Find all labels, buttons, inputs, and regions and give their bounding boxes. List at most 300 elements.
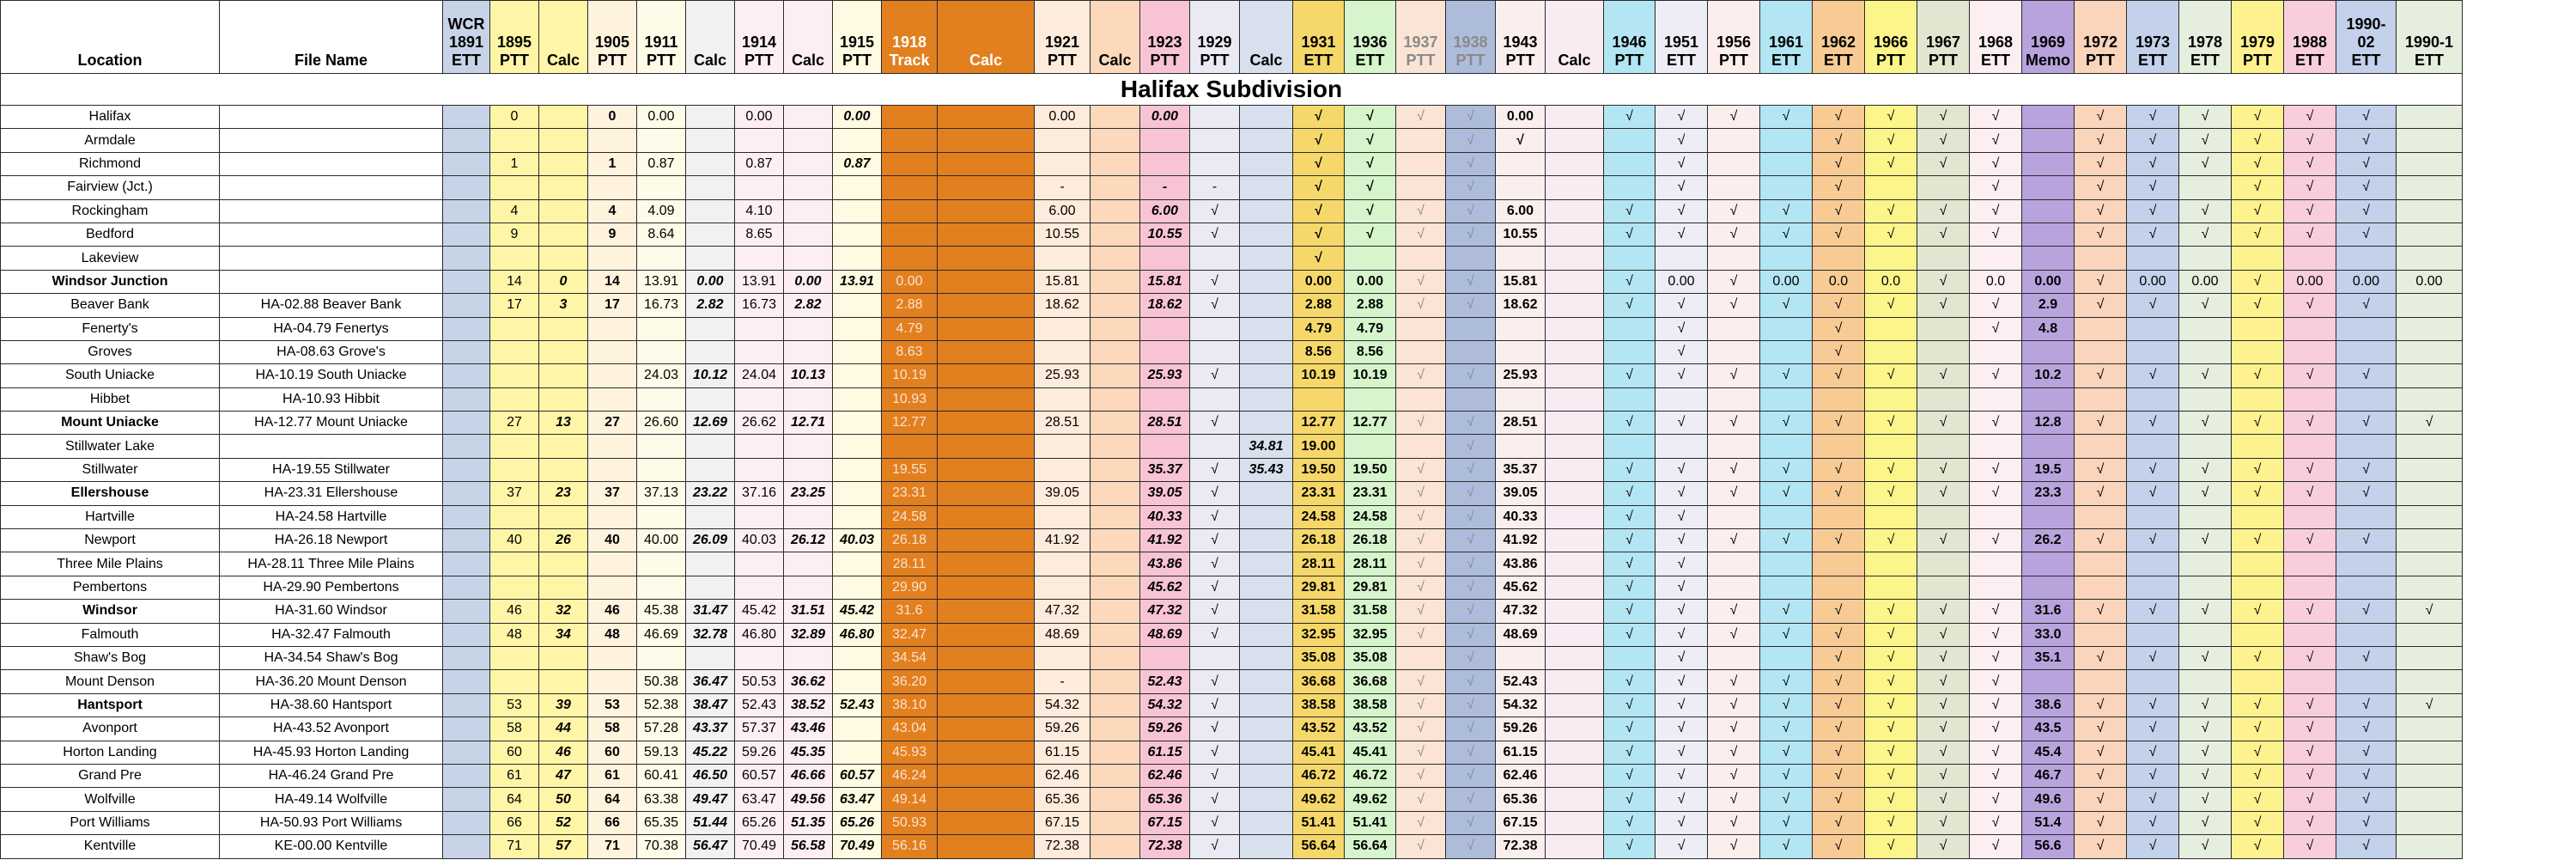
cell-e1936[interactable]: 28.11 (1345, 552, 1396, 576)
cell-c1914[interactable] (784, 435, 833, 458)
cell-e1951[interactable] (1656, 387, 1708, 411)
cell-p1938[interactable]: √ (1446, 576, 1496, 599)
cell-c1918[interactable] (938, 364, 1035, 387)
cell-e1978[interactable]: √ (2179, 717, 2232, 741)
cell-c1921[interactable] (1091, 693, 1140, 717)
cell-c1943[interactable] (1546, 788, 1604, 811)
column-header-file[interactable]: File Name (220, 1, 443, 74)
cell-e1968[interactable]: √ (1970, 693, 2022, 717)
cell-p1929[interactable]: √ (1190, 623, 1240, 646)
cell-c1929[interactable]: 34.81 (1240, 435, 1293, 458)
cell-p1956[interactable] (1708, 129, 1760, 152)
cell-e1990b[interactable] (2397, 317, 2463, 340)
cell-t1918[interactable]: 38.10 (882, 693, 938, 717)
cell-file[interactable] (220, 176, 443, 199)
cell-p1943[interactable]: 0.00 (1496, 106, 1546, 129)
cell-p1966[interactable]: √ (1865, 129, 1917, 152)
cell-p1943[interactable]: 18.62 (1496, 294, 1546, 317)
cell-e1951[interactable]: √ (1656, 364, 1708, 387)
cell-wcr1891[interactable] (443, 623, 490, 646)
cell-c1918[interactable] (938, 435, 1035, 458)
cell-c1911[interactable] (686, 247, 735, 270)
cell-p1923[interactable] (1140, 340, 1190, 363)
cell-p1946[interactable]: √ (1604, 505, 1656, 528)
cell-e1990[interactable] (2336, 340, 2397, 363)
cell-c1921[interactable] (1091, 764, 1140, 787)
cell-e1931[interactable]: 0.00 (1293, 270, 1345, 293)
cell-e1990b[interactable] (2397, 435, 2463, 458)
cell-e1973[interactable]: √ (2127, 129, 2179, 152)
cell-location[interactable]: Armdale (1, 129, 220, 152)
cell-c1929[interactable] (1240, 835, 1293, 858)
cell-c1921[interactable] (1091, 270, 1140, 293)
cell-c1921[interactable] (1091, 317, 1140, 340)
cell-e1978[interactable]: √ (2179, 482, 2232, 505)
cell-e1978[interactable]: √ (2179, 764, 2232, 787)
cell-e1990[interactable] (2336, 247, 2397, 270)
cell-p1895[interactable]: 46 (490, 600, 539, 623)
column-header-e1988[interactable]: 1988 ETT (2284, 1, 2336, 74)
cell-m1969[interactable]: 10.2 (2022, 364, 2075, 387)
cell-p1938[interactable]: √ (1446, 412, 1496, 435)
cell-e1988[interactable]: √ (2284, 835, 2336, 858)
cell-e1973[interactable]: √ (2127, 529, 2179, 552)
cell-m1969[interactable]: 2.9 (2022, 294, 2075, 317)
cell-p1972[interactable] (2075, 317, 2127, 340)
cell-p1915[interactable] (833, 247, 882, 270)
cell-e1978[interactable]: √ (2179, 788, 2232, 811)
cell-p1946[interactable]: √ (1604, 764, 1656, 787)
cell-p1979[interactable]: √ (2232, 811, 2284, 834)
cell-p1946[interactable] (1604, 247, 1656, 270)
cell-p1972[interactable] (2075, 247, 2127, 270)
cell-e1990[interactable] (2336, 576, 2397, 599)
cell-m1969[interactable]: 49.6 (2022, 788, 2075, 811)
cell-e1990b[interactable] (2397, 788, 2463, 811)
cell-p1966[interactable]: √ (1865, 623, 1917, 646)
cell-e1962[interactable] (1813, 387, 1865, 411)
cell-p1938[interactable]: √ (1446, 717, 1496, 741)
cell-e1931[interactable]: 31.58 (1293, 600, 1345, 623)
cell-location[interactable]: Three Mile Plains (1, 552, 220, 576)
cell-p1946[interactable]: √ (1604, 552, 1656, 576)
cell-t1918[interactable]: 4.79 (882, 317, 938, 340)
cell-c1918[interactable] (938, 412, 1035, 435)
cell-m1969[interactable] (2022, 505, 2075, 528)
cell-p1972[interactable] (2075, 576, 2127, 599)
cell-e1973[interactable] (2127, 552, 2179, 576)
cell-p1914[interactable]: 60.57 (735, 764, 784, 787)
cell-e1988[interactable]: √ (2284, 129, 2336, 152)
cell-p1914[interactable] (735, 247, 784, 270)
cell-e1978[interactable]: √ (2179, 693, 2232, 717)
cell-c1918[interactable] (938, 482, 1035, 505)
cell-e1951[interactable]: √ (1656, 412, 1708, 435)
cell-c1895[interactable] (539, 176, 588, 199)
cell-p1979[interactable]: √ (2232, 294, 2284, 317)
cell-p1956[interactable]: √ (1708, 764, 1760, 787)
cell-p1979[interactable]: √ (2232, 600, 2284, 623)
cell-p1923[interactable]: 52.43 (1140, 670, 1190, 693)
cell-p1938[interactable]: √ (1446, 176, 1496, 199)
cell-file[interactable]: HA-10.19 South Uniacke (220, 364, 443, 387)
cell-p1915[interactable] (833, 387, 882, 411)
cell-e1936[interactable]: 2.88 (1345, 294, 1396, 317)
cell-p1915[interactable] (833, 458, 882, 481)
cell-p1966[interactable]: √ (1865, 482, 1917, 505)
cell-e1990[interactable]: √ (2336, 458, 2397, 481)
cell-p1979[interactable]: √ (2232, 693, 2284, 717)
cell-e1931[interactable]: √ (1293, 223, 1345, 246)
cell-e1973[interactable] (2127, 505, 2179, 528)
cell-wcr1891[interactable] (443, 811, 490, 834)
cell-p1972[interactable]: √ (2075, 294, 2127, 317)
cell-c1918[interactable] (938, 458, 1035, 481)
cell-c1914[interactable] (784, 505, 833, 528)
cell-e1951[interactable]: √ (1656, 482, 1708, 505)
cell-e1968[interactable]: √ (1970, 646, 2022, 669)
cell-p1961[interactable] (1760, 317, 1813, 340)
cell-p1937[interactable]: √ (1396, 458, 1446, 481)
cell-m1969[interactable]: 31.6 (2022, 600, 2075, 623)
cell-e1990b[interactable]: √ (2397, 412, 2463, 435)
cell-p1937[interactable]: √ (1396, 294, 1446, 317)
cell-e1968[interactable]: √ (1970, 294, 2022, 317)
cell-p1956[interactable] (1708, 646, 1760, 669)
cell-e1988[interactable]: √ (2284, 717, 2336, 741)
cell-p1956[interactable]: √ (1708, 458, 1760, 481)
cell-c1895[interactable] (539, 317, 588, 340)
cell-p1937[interactable] (1396, 387, 1446, 411)
cell-p1905[interactable]: 14 (588, 270, 637, 293)
cell-e1988[interactable] (2284, 340, 2336, 363)
cell-p1966[interactable] (1865, 317, 1917, 340)
cell-e1931[interactable]: 4.79 (1293, 317, 1345, 340)
cell-p1972[interactable] (2075, 340, 2127, 363)
cell-file[interactable]: HA-12.77 Mount Uniacke (220, 412, 443, 435)
cell-c1921[interactable] (1091, 294, 1140, 317)
cell-p1911[interactable] (637, 458, 686, 481)
cell-p1911[interactable] (637, 505, 686, 528)
cell-p1938[interactable]: √ (1446, 552, 1496, 576)
cell-p1911[interactable]: 70.38 (637, 835, 686, 858)
cell-p1956[interactable] (1708, 317, 1760, 340)
cell-e1990b[interactable] (2397, 482, 2463, 505)
cell-p1938[interactable] (1446, 340, 1496, 363)
cell-p1937[interactable] (1396, 129, 1446, 152)
cell-p1921[interactable]: 10.55 (1035, 223, 1091, 246)
cell-p1956[interactable] (1708, 176, 1760, 199)
cell-e1973[interactable]: √ (2127, 106, 2179, 129)
cell-e1968[interactable]: √ (1970, 458, 2022, 481)
cell-p1929[interactable]: √ (1190, 505, 1240, 528)
cell-e1968[interactable]: √ (1970, 412, 2022, 435)
column-header-e1978[interactable]: 1978 ETT (2179, 1, 2232, 74)
cell-t1918[interactable]: 0.00 (882, 270, 938, 293)
cell-c1895[interactable] (539, 646, 588, 669)
cell-file[interactable]: HA-29.90 Pembertons (220, 576, 443, 599)
cell-p1979[interactable]: √ (2232, 717, 2284, 741)
cell-location[interactable]: Lakeview (1, 247, 220, 270)
cell-p1966[interactable]: √ (1865, 764, 1917, 787)
cell-p1923[interactable] (1140, 152, 1190, 175)
cell-p1911[interactable]: 52.38 (637, 693, 686, 717)
cell-e1978[interactable] (2179, 576, 2232, 599)
cell-e1973[interactable] (2127, 340, 2179, 363)
cell-file[interactable] (220, 270, 443, 293)
cell-p1921[interactable] (1035, 552, 1091, 576)
cell-p1915[interactable] (833, 176, 882, 199)
cell-c1918[interactable] (938, 646, 1035, 669)
cell-c1895[interactable]: 32 (539, 600, 588, 623)
cell-file[interactable]: HA-32.47 Falmouth (220, 623, 443, 646)
cell-c1914[interactable]: 10.13 (784, 364, 833, 387)
cell-m1969[interactable]: 4.8 (2022, 317, 2075, 340)
cell-p1911[interactable]: 60.41 (637, 764, 686, 787)
cell-p1943[interactable]: 6.00 (1496, 199, 1546, 223)
cell-p1929[interactable]: √ (1190, 788, 1240, 811)
cell-e1931[interactable]: √ (1293, 152, 1345, 175)
cell-e1968[interactable] (1970, 505, 2022, 528)
cell-m1969[interactable] (2022, 435, 2075, 458)
cell-m1969[interactable] (2022, 176, 2075, 199)
cell-p1961[interactable]: √ (1760, 811, 1813, 834)
cell-location[interactable]: Windsor Junction (1, 270, 220, 293)
column-header-e1968[interactable]: 1968 ETT (1970, 1, 2022, 74)
cell-m1969[interactable] (2022, 106, 2075, 129)
cell-e1978[interactable]: √ (2179, 412, 2232, 435)
cell-p1966[interactable]: √ (1865, 294, 1917, 317)
cell-p1979[interactable]: √ (2232, 788, 2284, 811)
cell-p1946[interactable] (1604, 646, 1656, 669)
cell-p1961[interactable] (1760, 576, 1813, 599)
cell-p1914[interactable]: 45.42 (735, 600, 784, 623)
cell-e1978[interactable] (2179, 623, 2232, 646)
column-header-e1951[interactable]: 1951 ETT (1656, 1, 1708, 74)
cell-c1911[interactable] (686, 340, 735, 363)
cell-e1978[interactable] (2179, 176, 2232, 199)
column-header-p1911[interactable]: 1911 PTT (637, 1, 686, 74)
cell-c1918[interactable] (938, 600, 1035, 623)
cell-e1931[interactable]: 29.81 (1293, 576, 1345, 599)
cell-p1915[interactable]: 52.43 (833, 693, 882, 717)
cell-p1929[interactable]: √ (1190, 693, 1240, 717)
cell-e1988[interactable]: √ (2284, 106, 2336, 129)
cell-p1914[interactable]: 40.03 (735, 529, 784, 552)
cell-e1990b[interactable] (2397, 458, 2463, 481)
cell-e1931[interactable]: 38.58 (1293, 693, 1345, 717)
cell-p1911[interactable]: 13.91 (637, 270, 686, 293)
cell-p1979[interactable] (2232, 623, 2284, 646)
cell-c1914[interactable] (784, 458, 833, 481)
cell-e1973[interactable]: √ (2127, 152, 2179, 175)
cell-e1978[interactable]: √ (2179, 600, 2232, 623)
cell-c1914[interactable]: 43.46 (784, 717, 833, 741)
cell-t1918[interactable]: 2.88 (882, 294, 938, 317)
cell-wcr1891[interactable] (443, 106, 490, 129)
column-header-p1914[interactable]: 1914 PTT (735, 1, 784, 74)
cell-e1990[interactable]: √ (2336, 152, 2397, 175)
cell-c1895[interactable] (539, 223, 588, 246)
cell-p1937[interactable]: √ (1396, 670, 1446, 693)
cell-c1921[interactable] (1091, 223, 1140, 246)
cell-e1988[interactable]: √ (2284, 176, 2336, 199)
column-header-p1937[interactable]: 1937 PTT (1396, 1, 1446, 74)
cell-e1968[interactable]: √ (1970, 129, 2022, 152)
cell-c1943[interactable] (1546, 387, 1604, 411)
cell-p1938[interactable]: √ (1446, 270, 1496, 293)
cell-p1929[interactable]: √ (1190, 576, 1240, 599)
cell-p1961[interactable]: √ (1760, 412, 1813, 435)
cell-p1895[interactable]: 14 (490, 270, 539, 293)
cell-e1962[interactable]: √ (1813, 623, 1865, 646)
cell-p1966[interactable]: √ (1865, 670, 1917, 693)
cell-c1914[interactable]: 23.25 (784, 482, 833, 505)
cell-p1961[interactable]: √ (1760, 223, 1813, 246)
cell-p1915[interactable]: 0.00 (833, 106, 882, 129)
cell-file[interactable]: HA-46.24 Grand Pre (220, 764, 443, 787)
cell-e1978[interactable]: √ (2179, 529, 2232, 552)
cell-c1918[interactable] (938, 741, 1035, 764)
cell-p1929[interactable] (1190, 152, 1240, 175)
cell-c1929[interactable] (1240, 387, 1293, 411)
cell-p1914[interactable]: 50.53 (735, 670, 784, 693)
cell-p1943[interactable]: 52.43 (1496, 670, 1546, 693)
column-header-c1929[interactable]: Calc (1240, 1, 1293, 74)
cell-p1921[interactable] (1035, 317, 1091, 340)
cell-p1929[interactable]: √ (1190, 811, 1240, 834)
cell-p1967[interactable]: √ (1917, 199, 1970, 223)
cell-e1962[interactable]: √ (1813, 811, 1865, 834)
cell-location[interactable]: Stillwater Lake (1, 435, 220, 458)
cell-c1929[interactable] (1240, 176, 1293, 199)
cell-m1969[interactable] (2022, 247, 2075, 270)
cell-e1978[interactable]: √ (2179, 835, 2232, 858)
cell-p1938[interactable]: √ (1446, 435, 1496, 458)
cell-c1895[interactable]: 23 (539, 482, 588, 505)
cell-e1962[interactable]: 0.0 (1813, 270, 1865, 293)
cell-p1961[interactable]: √ (1760, 717, 1813, 741)
cell-p1956[interactable] (1708, 387, 1760, 411)
cell-c1914[interactable]: 38.52 (784, 693, 833, 717)
cell-p1961[interactable]: √ (1760, 199, 1813, 223)
cell-file[interactable] (220, 223, 443, 246)
cell-p1938[interactable]: √ (1446, 223, 1496, 246)
cell-e1990b[interactable] (2397, 505, 2463, 528)
cell-p1915[interactable] (833, 412, 882, 435)
cell-p1915[interactable] (833, 223, 882, 246)
cell-p1946[interactable] (1604, 129, 1656, 152)
cell-e1990[interactable]: √ (2336, 482, 2397, 505)
cell-p1923[interactable]: 67.15 (1140, 811, 1190, 834)
cell-p1914[interactable] (735, 552, 784, 576)
cell-p1929[interactable]: - (1190, 176, 1240, 199)
cell-file[interactable]: HA-34.54 Shaw's Bog (220, 646, 443, 669)
cell-e1988[interactable]: √ (2284, 412, 2336, 435)
cell-p1966[interactable]: √ (1865, 199, 1917, 223)
cell-p1915[interactable] (833, 552, 882, 576)
cell-e1968[interactable]: √ (1970, 788, 2022, 811)
cell-c1929[interactable] (1240, 317, 1293, 340)
cell-wcr1891[interactable] (443, 482, 490, 505)
cell-p1914[interactable]: 65.26 (735, 811, 784, 834)
column-header-e1962[interactable]: 1962 ETT (1813, 1, 1865, 74)
cell-c1943[interactable] (1546, 340, 1604, 363)
cell-c1921[interactable] (1091, 529, 1140, 552)
cell-p1966[interactable]: √ (1865, 835, 1917, 858)
cell-e1990b[interactable] (2397, 340, 2463, 363)
cell-p1921[interactable] (1035, 340, 1091, 363)
cell-p1966[interactable]: √ (1865, 646, 1917, 669)
column-header-p1895[interactable]: 1895 PTT (490, 1, 539, 74)
cell-p1956[interactable] (1708, 576, 1760, 599)
cell-m1969[interactable] (2022, 152, 2075, 175)
column-header-e1990[interactable]: 1990-02 ETT (2336, 1, 2397, 74)
cell-e1973[interactable]: √ (2127, 717, 2179, 741)
cell-c1929[interactable]: 35.43 (1240, 458, 1293, 481)
cell-location[interactable]: Rockingham (1, 199, 220, 223)
cell-p1923[interactable] (1140, 247, 1190, 270)
cell-p1915[interactable]: 45.42 (833, 600, 882, 623)
cell-e1951[interactable]: √ (1656, 576, 1708, 599)
cell-p1914[interactable]: 37.16 (735, 482, 784, 505)
cell-e1962[interactable]: √ (1813, 412, 1865, 435)
cell-p1943[interactable]: 28.51 (1496, 412, 1546, 435)
cell-p1914[interactable]: 16.73 (735, 294, 784, 317)
cell-e1936[interactable]: 45.41 (1345, 741, 1396, 764)
cell-c1943[interactable] (1546, 693, 1604, 717)
cell-t1918[interactable]: 12.77 (882, 412, 938, 435)
cell-p1938[interactable]: √ (1446, 106, 1496, 129)
cell-p1915[interactable] (833, 129, 882, 152)
column-header-c1918[interactable]: Calc (938, 1, 1035, 74)
cell-p1961[interactable]: √ (1760, 764, 1813, 787)
cell-e1931[interactable]: 19.00 (1293, 435, 1345, 458)
cell-p1921[interactable]: 62.46 (1035, 764, 1091, 787)
cell-p1911[interactable] (637, 340, 686, 363)
cell-e1951[interactable]: √ (1656, 764, 1708, 787)
cell-p1946[interactable] (1604, 152, 1656, 175)
cell-p1905[interactable]: 1 (588, 152, 637, 175)
cell-p1915[interactable] (833, 505, 882, 528)
cell-p1956[interactable]: √ (1708, 199, 1760, 223)
cell-p1923[interactable]: 47.32 (1140, 600, 1190, 623)
cell-c1914[interactable] (784, 552, 833, 576)
cell-p1972[interactable]: √ (2075, 835, 2127, 858)
cell-p1923[interactable]: 35.37 (1140, 458, 1190, 481)
cell-c1911[interactable] (686, 576, 735, 599)
cell-c1943[interactable] (1546, 247, 1604, 270)
cell-p1967[interactable]: √ (1917, 529, 1970, 552)
cell-p1972[interactable]: √ (2075, 529, 2127, 552)
cell-p1938[interactable] (1446, 247, 1496, 270)
cell-p1905[interactable]: 40 (588, 529, 637, 552)
cell-e1990[interactable]: √ (2336, 529, 2397, 552)
cell-e1973[interactable] (2127, 435, 2179, 458)
cell-e1973[interactable]: √ (2127, 741, 2179, 764)
cell-p1895[interactable]: 61 (490, 764, 539, 787)
cell-p1956[interactable]: √ (1708, 693, 1760, 717)
cell-file[interactable]: HA-43.52 Avonport (220, 717, 443, 741)
cell-p1929[interactable]: √ (1190, 270, 1240, 293)
cell-p1914[interactable]: 26.62 (735, 412, 784, 435)
cell-p1966[interactable]: √ (1865, 106, 1917, 129)
cell-p1929[interactable]: √ (1190, 835, 1240, 858)
cell-p1929[interactable]: √ (1190, 552, 1240, 576)
cell-c1895[interactable]: 50 (539, 788, 588, 811)
cell-e1988[interactable]: √ (2284, 152, 2336, 175)
cell-p1937[interactable]: √ (1396, 552, 1446, 576)
